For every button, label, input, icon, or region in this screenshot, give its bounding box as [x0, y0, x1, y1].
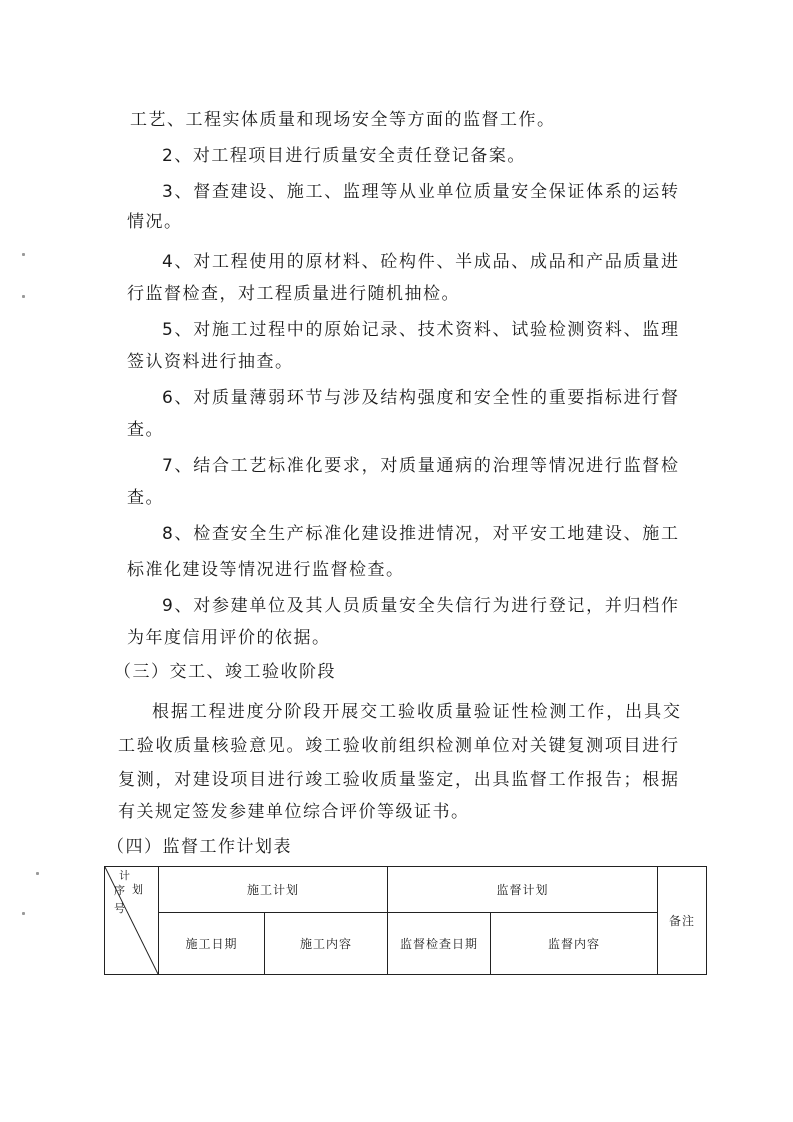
paragraph-line: 查。 — [127, 488, 164, 508]
section-heading: （四）监督工作计划表 — [107, 837, 292, 857]
header-construction-date: 施工日期 — [159, 913, 265, 975]
paragraph-line: 4、对工程使用的原材料、砼构件、半成品、成品和产品质量进 — [162, 252, 678, 272]
paragraph-line: 6、对质量薄弱环节与涉及结构强度和安全性的重要指标进行督 — [162, 388, 678, 408]
paragraph-line: 标准化建设等情况进行监督检查。 — [127, 560, 405, 580]
corner-label-xu: 序 — [114, 884, 126, 897]
scan-speck — [22, 295, 25, 298]
header-construction-plan: 施工计划 — [159, 867, 388, 913]
paragraph-line: 根据工程进度分阶段开展交工验收质量验证性检测工作，出具交 — [152, 702, 680, 722]
header-inspection-date: 监督检查日期 — [388, 913, 491, 975]
paragraph-line: 3、督查建设、施工、监理等从业单位质量安全保证体系的运转 — [162, 182, 678, 202]
corner-label-hua: 划 — [132, 883, 144, 896]
paragraph-line: 2、对工程项目进行质量安全责任登记备案。 — [162, 146, 526, 166]
scan-speck — [36, 872, 39, 875]
paragraph-line: 有关规定签发参建单位综合评价等级证书。 — [118, 802, 470, 822]
scan-speck — [22, 253, 25, 256]
corner-label-hao: 号 — [114, 902, 126, 915]
corner-label-ji: 计 — [119, 869, 131, 882]
paragraph-line: 8、检查安全生产标准化建设推进情况，对平安工地建设、施工 — [162, 524, 678, 544]
header-supervision-plan: 监督计划 — [388, 867, 658, 913]
paragraph-line: 复测，对建设项目进行竣工验收质量鉴定，出具监督工作报告；根据 — [118, 770, 678, 790]
supervision-plan-table — [104, 866, 707, 975]
scan-speck — [22, 912, 25, 915]
paragraph-line: 情况。 — [127, 212, 183, 232]
paragraph-line: 工验收质量核验意见。竣工验收前组织检测单位对关键复测项目进行 — [118, 736, 678, 756]
header-construction-content: 施工内容 — [265, 913, 388, 975]
paragraph-line: 为年度信用评价的依据。 — [127, 628, 331, 648]
paragraph-line: 9、对参建单位及其人员质量安全失信行为进行登记，并归档作 — [162, 596, 678, 616]
table-corner-cell — [105, 867, 159, 975]
paragraph-line: 7、结合工艺标准化要求，对质量通病的治理等情况进行监督检 — [162, 456, 678, 476]
paragraph-line: 签认资料进行抽查。 — [127, 352, 294, 372]
paragraph-line: 行监督检查，对工程质量进行随机抽检。 — [127, 284, 460, 304]
paragraph-line: 查。 — [127, 420, 164, 440]
header-remark: 备注 — [658, 867, 707, 975]
section-heading: （三）交工、竣工验收阶段 — [114, 662, 336, 682]
header-supervision-content: 监督内容 — [491, 913, 658, 975]
paragraph-line: 5、对施工过程中的原始记录、技术资料、试验检测资料、监理 — [162, 320, 678, 340]
paragraph-line: 工艺、工程实体质量和现场安全等方面的监督工作。 — [130, 110, 556, 130]
